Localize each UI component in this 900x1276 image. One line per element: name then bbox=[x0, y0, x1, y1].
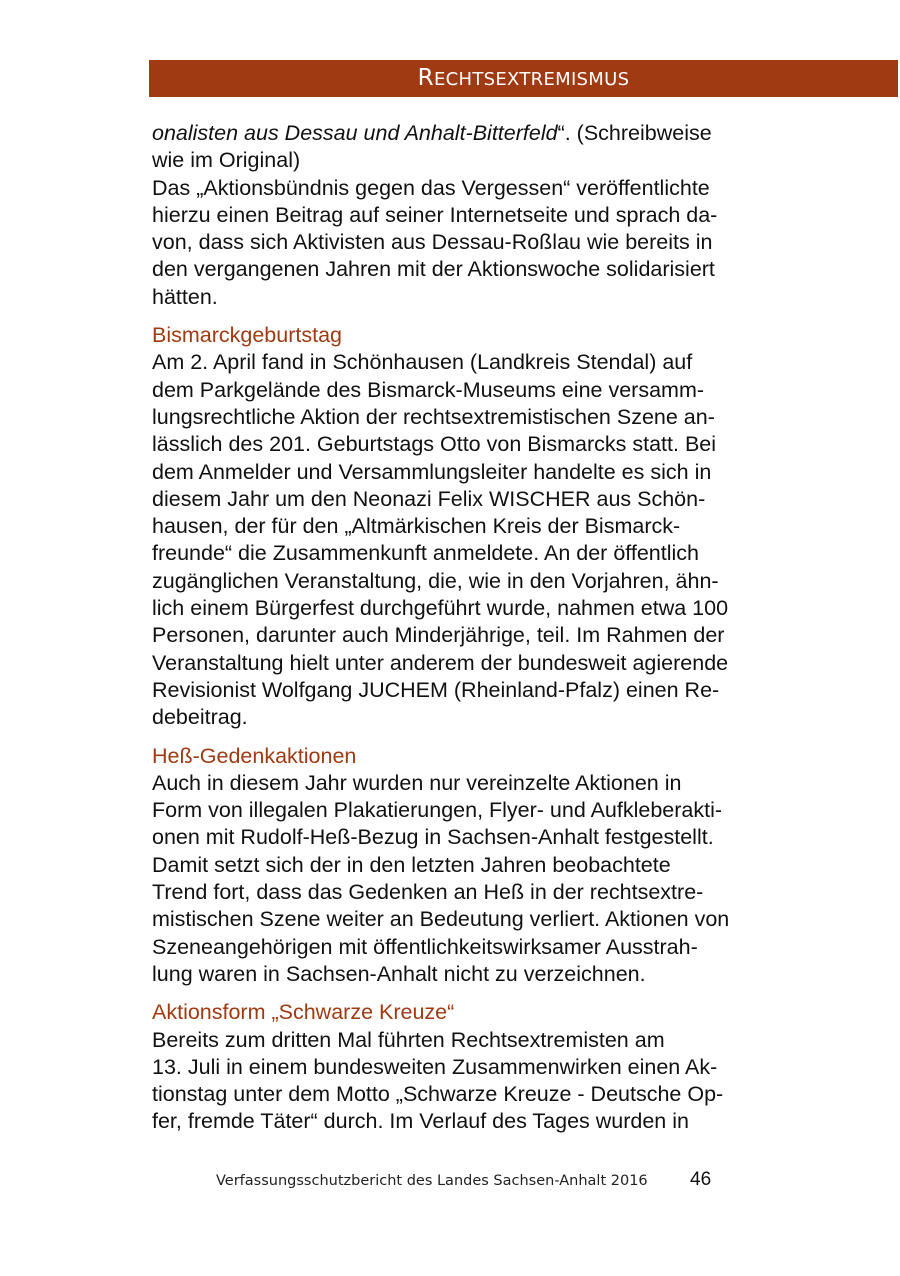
text-line: lich einem Bürgerfest durchgeführt wurde, nahmen etwa 100 bbox=[152, 596, 729, 621]
text-line: wie im Original) bbox=[152, 148, 301, 173]
spacer bbox=[152, 311, 792, 322]
section-bismarck bbox=[152, 322, 792, 731]
text-line: hätten. bbox=[152, 284, 218, 309]
spacer bbox=[152, 988, 792, 999]
text-line: Szeneangehörigen mit öffentlichkeitswirksamer Ausstrah- bbox=[152, 934, 698, 959]
text-line: Personen, darunter auch Minderjährige, teil. Im Rahmen der bbox=[152, 623, 725, 648]
section-heading: Bismarckgeburtstag bbox=[152, 323, 342, 348]
text-line: tionstag unter dem Motto „Schwarze Kreuze - Deutsche Op- bbox=[152, 1082, 724, 1107]
text-line: Am 2. April fand in Schönhausen (Landkreis Stendal) auf bbox=[152, 350, 693, 375]
text-line: hierzu einen Beitrag auf seiner Internetseite und sprach da- bbox=[152, 202, 718, 227]
text-line: fer, fremde Täter“ durch. Im Verlauf des Tages wurden in bbox=[152, 1109, 689, 1134]
text-line: 13. Juli in einem bundesweiten Zusammenwirken einen Ak- bbox=[152, 1054, 718, 1079]
text-line: Trend fort, dass das Gedenken an Heß in der rechtsextre- bbox=[152, 880, 704, 905]
header-title-initial: R bbox=[417, 65, 434, 91]
text-line: Damit setzt sich der in den letzten Jahren beobachtete bbox=[152, 852, 671, 877]
text-line: onen mit Rudolf-Heß-Bezug in Sachsen-Anhalt festgestellt. bbox=[152, 825, 714, 850]
text-line: diesem Jahr um den Neonazi Felix WISCHER aus Schön- bbox=[152, 486, 706, 511]
text-line: Das „Aktionsbündnis gegen das Vergessen“ veröffentlichte bbox=[152, 175, 710, 200]
text-line: den vergangenen Jahren mit der Aktionswoche solidarisiert bbox=[152, 257, 715, 282]
text-line: freunde“ die Zusammenkunft anmeldete. An der öffentlich bbox=[152, 541, 699, 566]
header-title-rest: ECHTSEXTREMISMUS bbox=[433, 69, 630, 90]
text-line: hausen, der für den „Altmärkischen Kreis der Bismarck- bbox=[152, 514, 681, 539]
text-line: mistischen Szene weiter an Bedeutung verliert. Aktionen von bbox=[152, 907, 730, 932]
text-line: lungsrechtliche Aktion der rechtsextremistischen Szene an- bbox=[152, 404, 715, 429]
text-line: onalisten aus Dessau und Anhalt-Bitterfeld“. (Schreibweise bbox=[152, 121, 712, 145]
italic-quote: onalisten aus Dessau und Anhalt-Bitterfeld bbox=[152, 121, 558, 145]
text-line: Form von illegalen Plakatierungen, Flyer- und Aufkleberakti- bbox=[152, 798, 723, 823]
text-line: lässlich des 201. Geburtstags Otto von Bismarcks statt. Bei bbox=[152, 432, 717, 457]
footer-report-title: Verfassungsschutzbericht des Landes Sachsen-Anhalt 2016 bbox=[216, 1173, 648, 1189]
text-line: Bereits zum dritten Mal führten Rechtsextremisten am bbox=[152, 1027, 665, 1052]
text-line: zugänglichen Veranstaltung, die, wie in den Vorjahren, ähn- bbox=[152, 568, 719, 593]
text-line: von, dass sich Aktivisten aus Dessau-Roßlau wie bereits in bbox=[152, 230, 713, 255]
page-header-bar bbox=[149, 60, 898, 97]
section-schwarze-kreuze bbox=[152, 999, 792, 1135]
intro-paragraph bbox=[152, 120, 792, 311]
text-line: Veranstaltung hielt unter anderem der bundesweit agierende bbox=[152, 650, 729, 675]
text-line: lung waren in Sachsen-Anhalt nicht zu verzeichnen. bbox=[152, 961, 646, 986]
text-line: Auch in diesem Jahr wurden nur vereinzelte Aktionen in bbox=[152, 770, 682, 795]
section-hess bbox=[152, 743, 792, 989]
spacer bbox=[152, 732, 792, 743]
text-line: Revisionist Wolfgang JUCHEM (Rheinland-Pfalz) einen Re- bbox=[152, 677, 720, 702]
section-heading: Aktionsform „Schwarze Kreuze“ bbox=[152, 1000, 455, 1025]
section-heading: Heß-Gedenkaktionen bbox=[152, 743, 357, 768]
page-number: 46 bbox=[690, 1169, 712, 1190]
text-line: dem Anmelder und Versammlungsleiter handelte es sich in bbox=[152, 459, 712, 484]
text-line: dem Parkgelände des Bismarck-Museums eine versamm- bbox=[152, 377, 705, 402]
document-body bbox=[152, 120, 792, 1136]
text-line: debeitrag. bbox=[152, 705, 248, 730]
